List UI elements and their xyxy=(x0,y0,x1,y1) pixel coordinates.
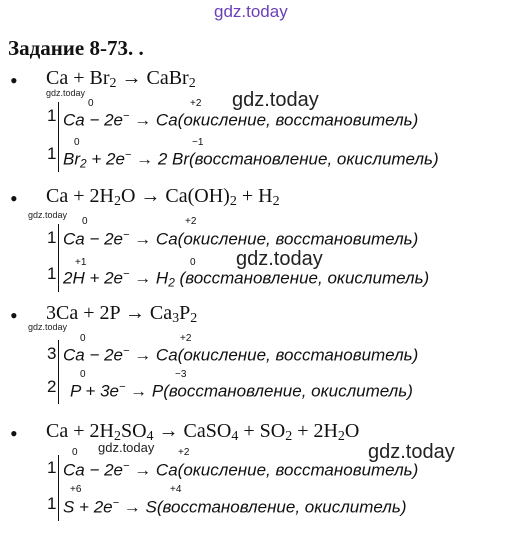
equation-4: $Ca + 2H_2SO_4$ → CaSO$_4$ + $SO_2 + 2H_2O$ xyxy=(46,420,360,444)
coefficient: 1 xyxy=(47,494,57,513)
half-reaction-oxidation: Ca − 2e− → Ca(окисление, восстановитель) xyxy=(63,460,419,480)
oxidation-state: −3 xyxy=(175,369,187,380)
equation-3: $3Ca + 2P \to Ca_3P_2$ xyxy=(46,302,198,326)
half-reaction-oxidation: Ca − 2e− → Ca(окисление, восстановитель) xyxy=(63,229,419,249)
watermark-small: gdz.today xyxy=(46,88,86,98)
half-reaction-reduction: $Br_2 + 2e^- \to 2$ Br(восстановление, окислитель) xyxy=(63,149,439,171)
bullet-1: • xyxy=(10,68,18,93)
coefficient: 1 xyxy=(47,458,57,477)
oxidation-state: +2 xyxy=(178,447,190,458)
watermark-small: gdz.today xyxy=(28,322,68,332)
half-reaction-reduction: S + 2e− → S(восстановление, окислитель) xyxy=(63,497,407,517)
oxidation-state: +4 xyxy=(170,484,182,495)
half-reaction-oxidation: Ca − 2e− → Ca(окисление, восстановитель) xyxy=(63,345,419,365)
coefficient: 3 xyxy=(47,344,57,363)
coefficient: 1 xyxy=(47,106,57,125)
oxidation-state: 0 xyxy=(80,369,86,380)
oxidation-state: 0 xyxy=(88,98,94,109)
task-title: Задание 8-73. . xyxy=(8,36,144,60)
oxidation-state: +6 xyxy=(70,484,82,495)
oxidation-state: +2 xyxy=(180,333,192,344)
watermark-large: gdz.today xyxy=(236,248,323,270)
oxidation-state: 0 xyxy=(82,216,88,227)
balance-bar xyxy=(58,455,59,521)
bullet-2: • xyxy=(10,186,18,211)
bullet-4: • xyxy=(10,421,18,446)
oxidation-state: 0 xyxy=(74,137,80,148)
oxidation-state: +1 xyxy=(75,257,87,268)
balance-bar xyxy=(58,224,59,292)
coefficient: 1 xyxy=(47,144,57,163)
watermark-large: gdz.today xyxy=(368,441,455,463)
coefficient: 1 xyxy=(47,228,57,247)
watermark-top: gdz.today xyxy=(214,2,288,21)
half-reaction-reduction: P + 3e− → P(восстановление, окислитель) xyxy=(70,381,413,401)
balance-bar xyxy=(58,340,59,404)
half-reaction-oxidation: Ca − 2e− → Ca(окисление, восстановитель) xyxy=(63,110,419,130)
bullet-3: • xyxy=(10,303,18,328)
oxidation-state: 0 xyxy=(80,333,86,344)
oxidation-state: −1 xyxy=(192,137,204,148)
half-reaction-reduction: $2H + 2e^- \to H_2$ (восстановление, окислитель) xyxy=(63,268,430,290)
equation-2: $Ca + 2H_2O \to Ca(OH)_2 + H_2$ xyxy=(46,185,280,209)
watermark-small: gdz.today xyxy=(28,210,68,220)
coefficient: 2 xyxy=(47,377,57,396)
watermark-large: gdz.today xyxy=(232,89,319,111)
balance-bar xyxy=(58,102,59,172)
equation-1: $Ca + Br_2$ → CaBr$_2$ xyxy=(46,67,196,91)
oxidation-state: 0 xyxy=(190,257,196,268)
oxidation-state: +2 xyxy=(190,98,202,109)
oxidation-state: 0 xyxy=(72,447,78,458)
watermark-small: gdz.today xyxy=(98,440,155,455)
coefficient: 1 xyxy=(47,264,57,283)
oxidation-state: +2 xyxy=(185,216,197,227)
